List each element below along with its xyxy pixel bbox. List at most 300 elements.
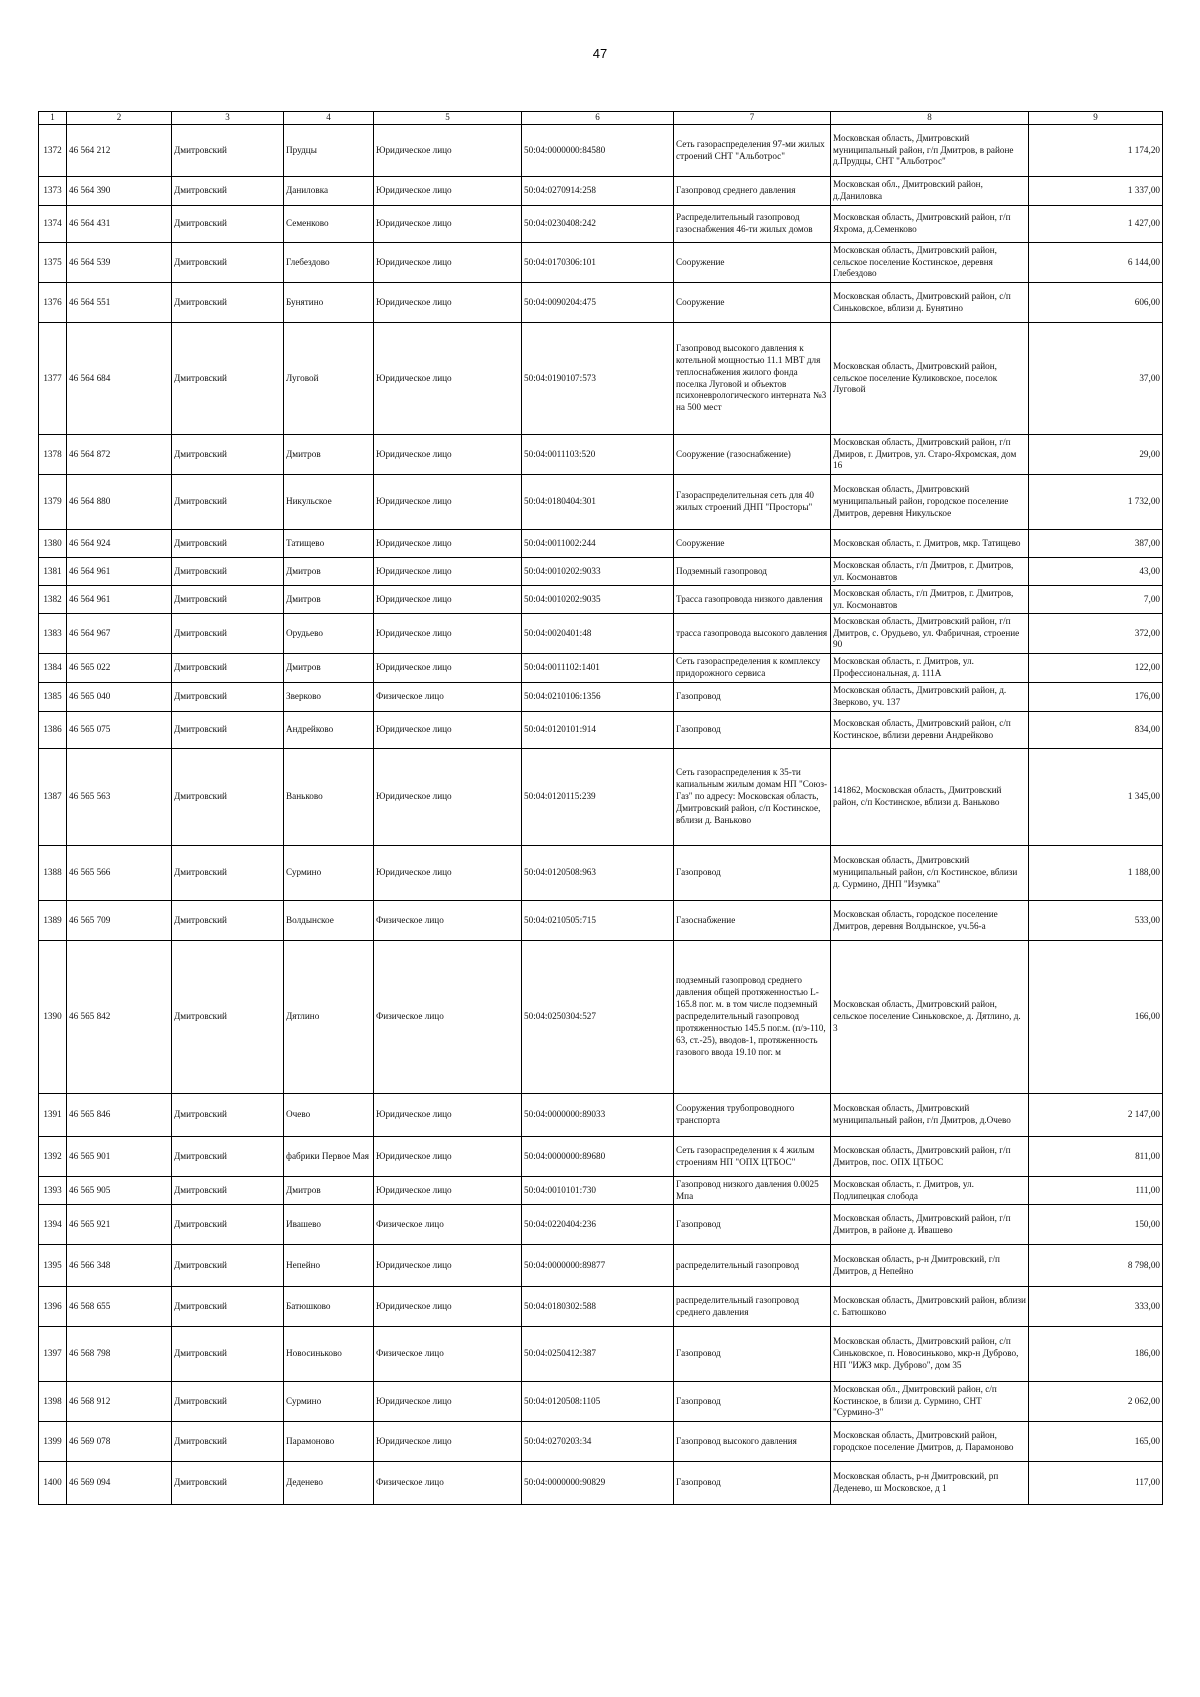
oktmo-code-cell: 46 565 566 [67, 846, 172, 901]
locality-cell: Батюшково [284, 1287, 374, 1327]
row-number-cell: 1387 [39, 749, 67, 846]
address-cell: Московская область, Дмитровский муниципальный район, г/п Дмитров, д.Очево [831, 1094, 1029, 1137]
address-cell: Московская область, Дмитровский муниципальный район, с/п Костинское, вблизи д. Сурмино, ДНП "Изумка" [831, 846, 1029, 901]
object-description-cell: Сеть газораспределения к 4 жилым строениям НП "ОПХ ЦТБОС" [674, 1137, 831, 1177]
locality-cell: Бунятино [284, 283, 374, 323]
registry-table [38, 111, 1163, 1505]
district-cell: Дмитровский [172, 749, 284, 846]
oktmo-code-cell: 46 564 880 [67, 475, 172, 530]
locality-cell: Зверково [284, 683, 374, 712]
locality-cell: Луговой [284, 323, 374, 435]
object-description-cell: распределительный газопровод [674, 1245, 831, 1287]
district-cell: Дмитровский [172, 283, 284, 323]
owner-type-cell: Юридическое лицо [374, 654, 522, 683]
address-cell: Московская область, Дмитровский район, с/п Синьковское, вблизи д. Бунятино [831, 283, 1029, 323]
district-cell: Дмитровский [172, 177, 284, 206]
oktmo-code-cell: 46 565 040 [67, 683, 172, 712]
object-description-cell: Газопровод [674, 1205, 831, 1245]
address-cell: Московская область, г. Дмитров, мкр. Татищево [831, 530, 1029, 558]
length-value-cell: 43,00 [1029, 558, 1163, 586]
oktmo-code-cell: 46 565 842 [67, 941, 172, 1094]
table-row [39, 654, 1163, 683]
object-description-cell: Газопровод [674, 712, 831, 749]
column-header: 6 [522, 112, 674, 125]
owner-type-cell: Физическое лицо [374, 1327, 522, 1382]
row-number-cell: 1392 [39, 1137, 67, 1177]
oktmo-code-cell: 46 564 872 [67, 435, 172, 475]
table-row [39, 586, 1163, 614]
cadastral-number-cell: 50:04:0120101:914 [522, 712, 674, 749]
address-cell: Московская область, Дмитровский район, г/п Дмитров, пос. ОПХ ЦТБОС [831, 1137, 1029, 1177]
address-cell: Московская область, Дмитровский район, д. Зверково, уч. 137 [831, 683, 1029, 712]
district-cell: Дмитровский [172, 206, 284, 243]
object-description-cell: Сеть газораспределения 97-ми жилых строений СНТ "Альботрос" [674, 125, 831, 177]
oktmo-code-cell: 46 565 846 [67, 1094, 172, 1137]
locality-cell: Дмитров [284, 435, 374, 475]
table-row [39, 283, 1163, 323]
locality-cell: Новосиньково [284, 1327, 374, 1382]
owner-type-cell: Юридическое лицо [374, 586, 522, 614]
table-row [39, 125, 1163, 177]
locality-cell: фабрики Первое Мая [284, 1137, 374, 1177]
table-row [39, 749, 1163, 846]
cadastral-number-cell: 50:04:0010202:9035 [522, 586, 674, 614]
row-number-cell: 1384 [39, 654, 67, 683]
owner-type-cell: Юридическое лицо [374, 558, 522, 586]
object-description-cell: Газораспределительная сеть для 40 жилых строений ДНП "Просторы" [674, 475, 831, 530]
district-cell: Дмитровский [172, 1422, 284, 1462]
length-value-cell: 7,00 [1029, 586, 1163, 614]
oktmo-code-cell: 46 565 709 [67, 901, 172, 941]
object-description-cell: Газопровод среднего давления [674, 177, 831, 206]
row-number-cell: 1381 [39, 558, 67, 586]
table-row [39, 1205, 1163, 1245]
row-number-cell: 1386 [39, 712, 67, 749]
address-cell: Московская область, Дмитровский муниципальный район, г/п Дмитров, в районе д.Прудцы, СНТ "Альботрос" [831, 125, 1029, 177]
object-description-cell: Подземный газопровод [674, 558, 831, 586]
district-cell: Дмитровский [172, 654, 284, 683]
length-value-cell: 117,00 [1029, 1462, 1163, 1505]
row-number-cell: 1380 [39, 530, 67, 558]
row-number-cell: 1391 [39, 1094, 67, 1137]
locality-cell: Дмитров [284, 586, 374, 614]
cadastral-number-cell: 50:04:0090204:475 [522, 283, 674, 323]
cadastral-number-cell: 50:04:0220404:236 [522, 1205, 674, 1245]
district-cell: Дмитровский [172, 901, 284, 941]
table-row [39, 1094, 1163, 1137]
address-cell: Московская область, Дмитровский район, сельское поселение Синьковское, д. Дятлино, д. 3 [831, 941, 1029, 1094]
row-number-cell: 1376 [39, 283, 67, 323]
table-row [39, 1382, 1163, 1422]
oktmo-code-cell: 46 565 921 [67, 1205, 172, 1245]
address-cell: Московская обл., Дмитровский район, д.Даниловка [831, 177, 1029, 206]
address-cell: Московская область, Дмитровский район, городское поселение Дмитров, д. Парамоново [831, 1422, 1029, 1462]
locality-cell: Дмитров [284, 1177, 374, 1205]
cadastral-number-cell: 50:04:0170306:101 [522, 243, 674, 283]
district-cell: Дмитровский [172, 1094, 284, 1137]
address-cell: Московская область, г. Дмитров, ул. Подлипецкая слобода [831, 1177, 1029, 1205]
district-cell: Дмитровский [172, 1287, 284, 1327]
address-cell: Московская область, Дмитровский район, с/п Костинское, вблизи деревни Андрейково [831, 712, 1029, 749]
object-description-cell: Сооружение [674, 283, 831, 323]
locality-cell: Никульское [284, 475, 374, 530]
column-header: 2 [67, 112, 172, 125]
locality-cell: Очево [284, 1094, 374, 1137]
length-value-cell: 122,00 [1029, 654, 1163, 683]
row-number-cell: 1383 [39, 614, 67, 654]
cadastral-number-cell: 50:04:0250304:527 [522, 941, 674, 1094]
length-value-cell: 2 062,00 [1029, 1382, 1163, 1422]
cadastral-number-cell: 50:04:0010101:730 [522, 1177, 674, 1205]
address-cell: 141862, Московская область, Дмитровский район, с/п Костинское, вблизи д. Ваньково [831, 749, 1029, 846]
owner-type-cell: Юридическое лицо [374, 1137, 522, 1177]
oktmo-code-cell: 46 566 348 [67, 1245, 172, 1287]
district-cell: Дмитровский [172, 683, 284, 712]
object-description-cell: Сооружение [674, 243, 831, 283]
object-description-cell: Газопровод [674, 683, 831, 712]
row-number-cell: 1394 [39, 1205, 67, 1245]
locality-cell: Волдынское [284, 901, 374, 941]
oktmo-code-cell: 46 565 905 [67, 1177, 172, 1205]
length-value-cell: 150,00 [1029, 1205, 1163, 1245]
district-cell: Дмитровский [172, 1462, 284, 1505]
owner-type-cell: Юридическое лицо [374, 1382, 522, 1422]
length-value-cell: 29,00 [1029, 435, 1163, 475]
locality-cell: Даниловка [284, 177, 374, 206]
table-row [39, 1137, 1163, 1177]
oktmo-code-cell: 46 569 094 [67, 1462, 172, 1505]
owner-type-cell: Физическое лицо [374, 941, 522, 1094]
row-number-cell: 1374 [39, 206, 67, 243]
length-value-cell: 2 147,00 [1029, 1094, 1163, 1137]
table-row [39, 1177, 1163, 1205]
district-cell: Дмитровский [172, 1177, 284, 1205]
oktmo-code-cell: 46 564 551 [67, 283, 172, 323]
row-number-cell: 1399 [39, 1422, 67, 1462]
cadastral-number-cell: 50:04:0120115:239 [522, 749, 674, 846]
cadastral-number-cell: 50:04:0011002:244 [522, 530, 674, 558]
length-value-cell: 333,00 [1029, 1287, 1163, 1327]
cadastral-number-cell: 50:04:0120508:963 [522, 846, 674, 901]
row-number-cell: 1377 [39, 323, 67, 435]
owner-type-cell: Юридическое лицо [374, 243, 522, 283]
object-description-cell: Сеть газораспределения к комплексу придорожного сервиса [674, 654, 831, 683]
column-header: 9 [1029, 112, 1163, 125]
address-cell: Московская область, Дмитровский район, г/п Дмитров, с. Орудьево, ул. Фабричная, строение 90 [831, 614, 1029, 654]
object-description-cell: Сеть газораспределения к 35-ти капиальным жилым домам НП "Союз-Газ" по адресу: Московская область, Дмитровский район, с/п Костинское, вблизи д. Ваньково [674, 749, 831, 846]
locality-cell: Сурмино [284, 846, 374, 901]
cadastral-number-cell: 50:04:0120508:1105 [522, 1382, 674, 1422]
address-cell: Московская область, Дмитровский район, сельское поселение Куликовское, поселок Луговой [831, 323, 1029, 435]
cadastral-number-cell: 50:04:0020401:48 [522, 614, 674, 654]
owner-type-cell: Юридическое лицо [374, 1422, 522, 1462]
length-value-cell: 811,00 [1029, 1137, 1163, 1177]
locality-cell: Ваньково [284, 749, 374, 846]
oktmo-code-cell: 46 564 924 [67, 530, 172, 558]
length-value-cell: 1 188,00 [1029, 846, 1163, 901]
cadastral-number-cell: 50:04:0190107:573 [522, 323, 674, 435]
district-cell: Дмитровский [172, 323, 284, 435]
cadastral-number-cell: 50:04:0000000:90829 [522, 1462, 674, 1505]
district-cell: Дмитровский [172, 846, 284, 901]
owner-type-cell: Физическое лицо [374, 683, 522, 712]
object-description-cell: Газопровод [674, 1382, 831, 1422]
oktmo-code-cell: 46 564 967 [67, 614, 172, 654]
owner-type-cell: Юридическое лицо [374, 125, 522, 177]
district-cell: Дмитровский [172, 1137, 284, 1177]
cadastral-number-cell: 50:04:0250412:387 [522, 1327, 674, 1382]
owner-type-cell: Юридическое лицо [374, 1287, 522, 1327]
district-cell: Дмитровский [172, 475, 284, 530]
table-row [39, 177, 1163, 206]
address-cell: Московская область, г. Дмитров, ул. Профессиональная, д. 111А [831, 654, 1029, 683]
table-row [39, 206, 1163, 243]
oktmo-code-cell: 46 564 684 [67, 323, 172, 435]
owner-type-cell: Юридическое лицо [374, 283, 522, 323]
column-header: 3 [172, 112, 284, 125]
object-description-cell: подземный газопровод среднего давления общей протяженностью L-165.8 пог. м. в том числе подземный распределительный газопровод протяженностью 145.5 пог.м. (п/э-110, 63, ст.-25), вводов-1, протяженность газового ввода 19.10 пог. м [674, 941, 831, 1094]
address-cell: Московская область, городское поселение Дмитров, деревня Волдынское, уч.56-а [831, 901, 1029, 941]
address-cell: Московская область, Дмитровский район, с/п Синьковское, п. Новосиньково, мкр-н Дуброво, НП "ИЖЗ мкр. Дуброво", дом 35 [831, 1327, 1029, 1382]
length-value-cell: 372,00 [1029, 614, 1163, 654]
cadastral-number-cell: 50:04:0000000:89877 [522, 1245, 674, 1287]
district-cell: Дмитровский [172, 1327, 284, 1382]
length-value-cell: 606,00 [1029, 283, 1163, 323]
object-description-cell: Газоснабжение [674, 901, 831, 941]
owner-type-cell: Юридическое лицо [374, 846, 522, 901]
district-cell: Дмитровский [172, 1245, 284, 1287]
row-number-cell: 1388 [39, 846, 67, 901]
row-number-cell: 1372 [39, 125, 67, 177]
object-description-cell: Сооружение (газоснабжение) [674, 435, 831, 475]
column-header: 7 [674, 112, 831, 125]
address-cell: Московская область, Дмитровский район, г/п Дмитров, в районе д. Ивашево [831, 1205, 1029, 1245]
locality-cell: Дятлино [284, 941, 374, 1094]
locality-cell: Дмитров [284, 558, 374, 586]
row-number-cell: 1378 [39, 435, 67, 475]
address-cell: Московская область, р-н Дмитровский, г/п Дмитров, д Непейно [831, 1245, 1029, 1287]
object-description-cell: Газопровод [674, 1462, 831, 1505]
address-cell: Московская обл., Дмитровский район, с/п Костинское, в близи д. Сурмино, СНТ "Сурмино-3" [831, 1382, 1029, 1422]
table-row [39, 1327, 1163, 1382]
address-cell: Московская область, г/п Дмитров, г. Дмитров, ул. Космонавтов [831, 558, 1029, 586]
table-row [39, 558, 1163, 586]
oktmo-code-cell: 46 568 912 [67, 1382, 172, 1422]
owner-type-cell: Юридическое лицо [374, 1177, 522, 1205]
owner-type-cell: Физическое лицо [374, 1205, 522, 1245]
length-value-cell: 1 345,00 [1029, 749, 1163, 846]
oktmo-code-cell: 46 564 431 [67, 206, 172, 243]
object-description-cell: Газопровод [674, 846, 831, 901]
length-value-cell: 834,00 [1029, 712, 1163, 749]
district-cell: Дмитровский [172, 941, 284, 1094]
cadastral-number-cell: 50:04:0180404:301 [522, 475, 674, 530]
owner-type-cell: Юридическое лицо [374, 177, 522, 206]
district-cell: Дмитровский [172, 558, 284, 586]
row-number-cell: 1396 [39, 1287, 67, 1327]
object-description-cell: распределительный газопровод среднего давления [674, 1287, 831, 1327]
object-description-cell: Газопровод высокого давления к котельной мощностью 11.1 МВТ для теплоснабжения жилого фонда поселка Луговой и объектов психоневрологического интерната №3 на 500 мест [674, 323, 831, 435]
object-description-cell: Газопровод низкого давления 0.0025 Мпа [674, 1177, 831, 1205]
address-cell: Московская область, Дмитровский муниципальный район, городское поселение Дмитров, деревня Никульское [831, 475, 1029, 530]
owner-type-cell: Юридическое лицо [374, 1094, 522, 1137]
table-row [39, 475, 1163, 530]
locality-cell: Деденево [284, 1462, 374, 1505]
table-row [39, 1287, 1163, 1327]
owner-type-cell: Юридическое лицо [374, 323, 522, 435]
owner-type-cell: Юридическое лицо [374, 435, 522, 475]
district-cell: Дмитровский [172, 1205, 284, 1245]
locality-cell: Дмитров [284, 654, 374, 683]
owner-type-cell: Юридическое лицо [374, 1245, 522, 1287]
address-cell: Московская область, г/п Дмитров, г. Дмитров, ул. Космонавтов [831, 586, 1029, 614]
row-number-cell: 1397 [39, 1327, 67, 1382]
length-value-cell: 176,00 [1029, 683, 1163, 712]
table-row [39, 1422, 1163, 1462]
owner-type-cell: Юридическое лицо [374, 614, 522, 654]
object-description-cell: Распределительный газопровод газоснабжения 46-ти жилых домов [674, 206, 831, 243]
length-value-cell: 1 427,00 [1029, 206, 1163, 243]
table-row [39, 901, 1163, 941]
row-number-cell: 1382 [39, 586, 67, 614]
locality-cell: Глебездово [284, 243, 374, 283]
cadastral-number-cell: 50:04:0270914:258 [522, 177, 674, 206]
oktmo-code-cell: 46 564 539 [67, 243, 172, 283]
owner-type-cell: Юридическое лицо [374, 206, 522, 243]
district-cell: Дмитровский [172, 243, 284, 283]
address-cell: Московская область, Дмитровский район, г/п Яхрома, д.Семенково [831, 206, 1029, 243]
district-cell: Дмитровский [172, 1382, 284, 1422]
oktmo-code-cell: 46 564 961 [67, 558, 172, 586]
locality-cell: Парамоново [284, 1422, 374, 1462]
cadastral-number-cell: 50:04:0180302:588 [522, 1287, 674, 1327]
object-description-cell: трасса газопровода высокого давления [674, 614, 831, 654]
table-row [39, 243, 1163, 283]
length-value-cell: 1 174,20 [1029, 125, 1163, 177]
length-value-cell: 186,00 [1029, 1327, 1163, 1382]
oktmo-code-cell: 46 564 961 [67, 586, 172, 614]
district-cell: Дмитровский [172, 586, 284, 614]
object-description-cell: Газопровод высокого давления [674, 1422, 831, 1462]
oktmo-code-cell: 46 565 901 [67, 1137, 172, 1177]
table-row [39, 846, 1163, 901]
locality-cell: Семенково [284, 206, 374, 243]
oktmo-code-cell: 46 568 655 [67, 1287, 172, 1327]
oktmo-code-cell: 46 564 390 [67, 177, 172, 206]
page-number: 47 [592, 46, 608, 61]
table-row [39, 1462, 1163, 1505]
oktmo-code-cell: 46 565 022 [67, 654, 172, 683]
locality-cell: Орудьево [284, 614, 374, 654]
oktmo-code-cell: 46 565 075 [67, 712, 172, 749]
length-value-cell: 1 337,00 [1029, 177, 1163, 206]
cadastral-number-cell: 50:04:0270203:34 [522, 1422, 674, 1462]
district-cell: Дмитровский [172, 125, 284, 177]
locality-cell: Андрейково [284, 712, 374, 749]
column-header: 8 [831, 112, 1029, 125]
owner-type-cell: Юридическое лицо [374, 712, 522, 749]
locality-cell: Татищево [284, 530, 374, 558]
table-row [39, 614, 1163, 654]
locality-cell: Сурмино [284, 1382, 374, 1422]
table-row [39, 1245, 1163, 1287]
row-number-cell: 1389 [39, 901, 67, 941]
object-description-cell: Сооружение [674, 530, 831, 558]
cadastral-number-cell: 50:04:0000000:84580 [522, 125, 674, 177]
table-row [39, 941, 1163, 1094]
object-description-cell: Трасса газопровода низкого давления [674, 586, 831, 614]
row-number-cell: 1393 [39, 1177, 67, 1205]
oktmo-code-cell: 46 568 798 [67, 1327, 172, 1382]
owner-type-cell: Физическое лицо [374, 1462, 522, 1505]
cadastral-number-cell: 50:04:0010202:9033 [522, 558, 674, 586]
column-header: 1 [39, 112, 67, 125]
locality-cell: Непейно [284, 1245, 374, 1287]
district-cell: Дмитровский [172, 435, 284, 475]
address-cell: Московская область, Дмитровский район, сельское поселение Костинское, деревня Глебездово [831, 243, 1029, 283]
length-value-cell: 165,00 [1029, 1422, 1163, 1462]
length-value-cell: 387,00 [1029, 530, 1163, 558]
locality-cell: Ивашево [284, 1205, 374, 1245]
cadastral-number-cell: 50:04:0000000:89033 [522, 1094, 674, 1137]
cadastral-number-cell: 50:04:0230408:242 [522, 206, 674, 243]
object-description-cell: Сооружения трубопроводного транспорта [674, 1094, 831, 1137]
row-number-cell: 1379 [39, 475, 67, 530]
cadastral-number-cell: 50:04:0000000:89680 [522, 1137, 674, 1177]
owner-type-cell: Физическое лицо [374, 901, 522, 941]
table-row [39, 435, 1163, 475]
column-header: 5 [374, 112, 522, 125]
row-number-cell: 1373 [39, 177, 67, 206]
district-cell: Дмитровский [172, 530, 284, 558]
length-value-cell: 111,00 [1029, 1177, 1163, 1205]
length-value-cell: 37,00 [1029, 323, 1163, 435]
row-number-cell: 1390 [39, 941, 67, 1094]
district-cell: Дмитровский [172, 712, 284, 749]
address-cell: Московская область, Дмитровский район, вблизи с. Батюшково [831, 1287, 1029, 1327]
cadastral-number-cell: 50:04:0011103:520 [522, 435, 674, 475]
row-number-cell: 1395 [39, 1245, 67, 1287]
address-cell: Московская область, Дмитровский район, г/п Дмиров, г. Дмитров, ул. Старо-Яхромская, дом 16 [831, 435, 1029, 475]
row-number-cell: 1400 [39, 1462, 67, 1505]
length-value-cell: 166,00 [1029, 941, 1163, 1094]
row-number-cell: 1385 [39, 683, 67, 712]
header-row [39, 112, 1163, 125]
table-row [39, 712, 1163, 749]
address-cell: Московская область, р-н Дмитровский, рп Деденево, ш Московское, д 1 [831, 1462, 1029, 1505]
owner-type-cell: Юридическое лицо [374, 749, 522, 846]
length-value-cell: 8 798,00 [1029, 1245, 1163, 1287]
cadastral-number-cell: 50:04:0011102:1401 [522, 654, 674, 683]
oktmo-code-cell: 46 569 078 [67, 1422, 172, 1462]
cadastral-number-cell: 50:04:0210106:1356 [522, 683, 674, 712]
district-cell: Дмитровский [172, 614, 284, 654]
owner-type-cell: Юридическое лицо [374, 475, 522, 530]
row-number-cell: 1398 [39, 1382, 67, 1422]
table-row [39, 683, 1163, 712]
length-value-cell: 6 144,00 [1029, 243, 1163, 283]
table-row [39, 323, 1163, 435]
column-header: 4 [284, 112, 374, 125]
length-value-cell: 1 732,00 [1029, 475, 1163, 530]
row-number-cell: 1375 [39, 243, 67, 283]
table-row [39, 530, 1163, 558]
oktmo-code-cell: 46 565 563 [67, 749, 172, 846]
length-value-cell: 533,00 [1029, 901, 1163, 941]
cadastral-number-cell: 50:04:0210505:715 [522, 901, 674, 941]
object-description-cell: Газопровод [674, 1327, 831, 1382]
locality-cell: Прудцы [284, 125, 374, 177]
